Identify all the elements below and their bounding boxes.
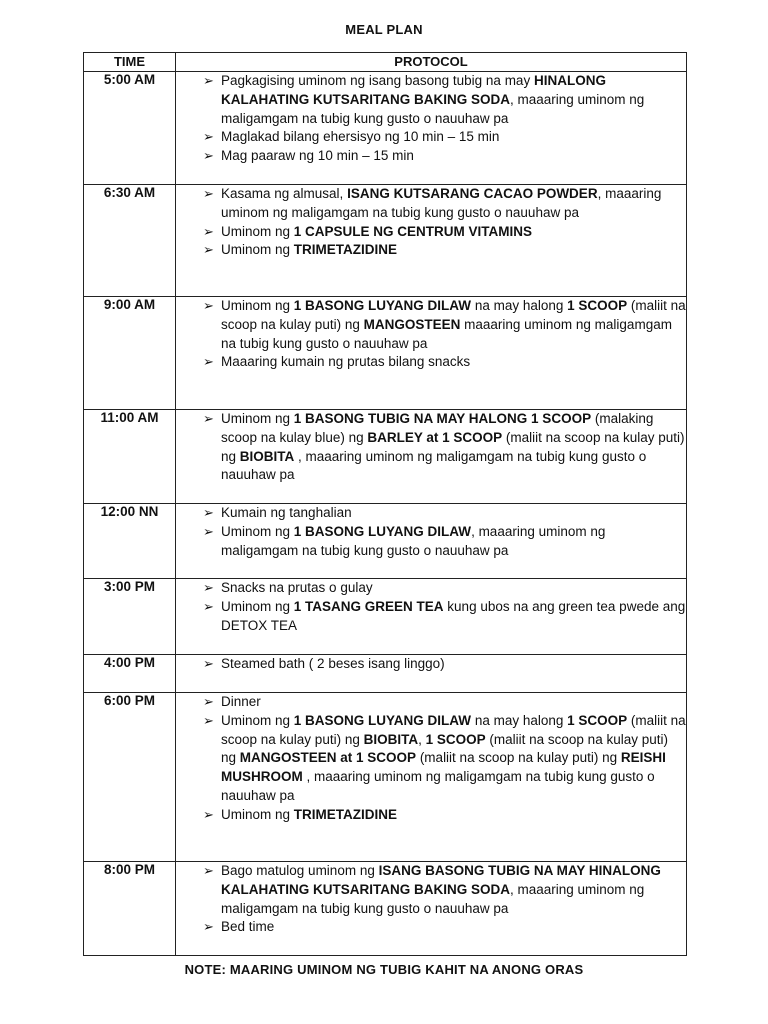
list-item	[176, 223, 686, 242]
bold-text-segment: MANGOSTEEN at 1 SCOOP	[239, 750, 417, 766]
list-item	[176, 297, 686, 353]
text-segment: Snacks na prutas o gulay	[221, 580, 373, 595]
list-item	[176, 523, 686, 561]
time-cell: 6:00 PM	[84, 693, 176, 862]
time-cell: 8:00 PM	[84, 862, 176, 956]
protocol-cell	[176, 72, 687, 185]
text-segment: Uminom ng	[221, 298, 294, 313]
arrow-bullet-icon: ➢	[203, 919, 214, 935]
protocol-list	[176, 72, 686, 166]
list-item	[176, 72, 686, 128]
text-segment: Maaaring kumain ng prutas bilang snacks	[221, 354, 471, 370]
bold-text-segment: TRIMETAZIDINE	[293, 806, 398, 822]
bold-text-segment: TRIMETAZIDINE	[293, 242, 398, 258]
bold-text-segment: 1 CAPSULE NG CENTRUM VITAMINS	[293, 223, 533, 239]
arrow-bullet-icon: ➢	[203, 186, 214, 201]
table-row	[84, 297, 687, 410]
protocol-column-header: PROTOCOL	[176, 53, 687, 72]
protocol-cell	[176, 655, 687, 693]
list-item	[176, 655, 686, 674]
bold-text-segment: MANGOSTEEN	[363, 316, 461, 332]
bold-text-segment: 1 BASONG TUBIG NA MAY HALONG 1 SCOOP	[293, 411, 592, 426]
list-item	[176, 598, 686, 636]
list-item	[176, 918, 686, 937]
text-segment: na may halong	[471, 298, 568, 313]
bold-text-segment: ISANG KUTSARANG CACAO POWDER	[347, 186, 598, 201]
protocol-list	[176, 297, 686, 372]
table-row	[84, 504, 687, 579]
text-segment: Mag paaraw ng 10 min – 15 min	[221, 148, 414, 164]
protocol-cell	[176, 297, 687, 410]
protocol-list	[176, 185, 686, 260]
time-cell: 4:00 PM	[84, 655, 176, 693]
time-cell: 12:00 NN	[84, 504, 176, 579]
arrow-bullet-icon: ➢	[203, 242, 214, 258]
arrow-bullet-icon: ➢	[203, 148, 214, 164]
text-segment: (malaking scoop na kulay blue) ng	[221, 411, 654, 445]
table-row	[84, 185, 687, 297]
text-segment: Maglakad bilang ehersisyo ng 10 min – 15 min	[221, 129, 500, 145]
bold-text-segment: BARLEY at 1 SCOOP	[367, 429, 503, 445]
text-segment: Dinner	[221, 694, 261, 709]
table-row	[84, 72, 687, 185]
arrow-bullet-icon: ➢	[203, 580, 214, 595]
text-segment: , maaaring uminom ng maligamgam na tubig kung gusto o nauuhaw pa	[221, 881, 645, 916]
page-title: MEAL PLAN	[345, 22, 423, 37]
list-item	[176, 353, 686, 372]
arrow-bullet-icon: ➢	[203, 598, 214, 614]
arrow-bullet-icon: ➢	[203, 129, 214, 145]
arrow-bullet-icon: ➢	[203, 523, 214, 539]
text-segment: , maaaring uminom ng maligamgam na tubig kung gusto o nauuhaw pa	[221, 769, 655, 803]
arrow-bullet-icon: ➢	[203, 73, 214, 88]
time-cell: 9:00 AM	[84, 297, 176, 410]
list-item	[176, 712, 686, 806]
table-row	[84, 655, 687, 693]
list-item	[176, 504, 686, 523]
list-item	[176, 410, 686, 485]
text-segment: Kasama ng almusal,	[221, 186, 348, 201]
bold-text-segment: 1 SCOOP	[567, 712, 628, 728]
table-row	[84, 410, 687, 504]
table-body	[84, 72, 687, 956]
list-item	[176, 693, 686, 712]
list-item	[176, 241, 686, 260]
bold-text-segment: BIOBITA	[363, 731, 419, 747]
text-segment: Uminom ng	[221, 223, 294, 239]
list-item	[176, 128, 686, 147]
text-segment: maaaring uminom ng maligamgam na tubig kung gusto o nauuhaw pa	[221, 316, 672, 351]
bold-text-segment: 1 BASONG LUYANG DILAW	[293, 712, 472, 728]
text-segment: (maliit na scoop na kulay puti) ng	[221, 731, 668, 766]
arrow-bullet-icon: ➢	[203, 863, 214, 878]
protocol-list	[176, 410, 686, 485]
text-segment: (maliit na scoop na kulay puti) ng	[416, 750, 621, 766]
arrow-bullet-icon: ➢	[203, 223, 214, 239]
list-item	[176, 185, 686, 223]
bold-text-segment: BIOBITA	[239, 448, 295, 464]
meal-plan-table	[83, 52, 687, 956]
arrow-bullet-icon: ➢	[203, 806, 214, 822]
protocol-cell	[176, 185, 687, 297]
bold-text-segment: ISANG BASONG TUBIG NA MAY HINALONG KALAHATING KUTSARITANG BAKING SODA	[221, 863, 661, 897]
table-row	[84, 579, 687, 655]
text-segment: (maliit na scoop na kulay puti) ng	[221, 298, 686, 332]
bold-text-segment: HINALONG KALAHATING KUTSARITANG BAKING SODA	[221, 73, 606, 107]
arrow-bullet-icon: ➢	[203, 712, 214, 728]
text-segment: (maliit na scoop na kulay puti) ng	[221, 712, 686, 747]
bold-text-segment: 1 SCOOP	[567, 298, 628, 313]
text-segment: Uminom ng	[221, 411, 294, 426]
arrow-bullet-icon: ➢	[203, 656, 214, 671]
bold-text-segment: 1 TASANG GREEN TEA	[293, 598, 444, 614]
time-cell: 3:00 PM	[84, 579, 176, 655]
bold-text-segment: 1 BASONG LUYANG DILAW	[293, 298, 472, 313]
time-cell: 5:00 AM	[84, 72, 176, 185]
arrow-bullet-icon: ➢	[203, 694, 214, 709]
text-segment: (maliit na scoop na kulay puti) ng	[221, 429, 685, 464]
bold-text-segment: 1 BASONG LUYANG DILAW	[293, 523, 472, 539]
arrow-bullet-icon: ➢	[203, 505, 214, 520]
list-item	[176, 806, 686, 825]
protocol-cell	[176, 579, 687, 655]
text-segment: Bed time	[221, 919, 275, 935]
protocol-list	[176, 579, 686, 635]
text-segment: Uminom ng	[221, 712, 294, 728]
text-segment: Kumain ng tanghalian	[221, 505, 352, 520]
text-segment: Bago matulog uminom ng	[221, 863, 379, 878]
list-item	[176, 147, 686, 166]
time-cell: 6:30 AM	[84, 185, 176, 297]
table-row	[84, 862, 687, 956]
time-column-header: TIME	[84, 53, 176, 72]
text-segment: kung ubos na ang green tea pwede ang DETOX TEA	[221, 598, 686, 633]
text-segment: , maaaring uminom ng maligamgam na tubig kung gusto o nauuhaw pa	[221, 186, 662, 220]
protocol-list	[176, 655, 686, 674]
protocol-cell	[176, 693, 687, 862]
text-segment: Uminom ng	[221, 598, 294, 614]
arrow-bullet-icon: ➢	[203, 298, 214, 313]
text-segment: Uminom ng	[221, 523, 294, 539]
text-segment: , maaaring uminom ng maligamgam na tubig kung gusto o nauuhaw pa	[221, 523, 606, 558]
protocol-cell	[176, 862, 687, 956]
protocol-cell	[176, 410, 687, 504]
list-item	[176, 579, 686, 598]
arrow-bullet-icon: ➢	[203, 411, 214, 426]
bold-text-segment: 1 SCOOP	[425, 731, 486, 747]
time-cell: 11:00 AM	[84, 410, 176, 504]
footer-note: NOTE: MAARING UMINOM NG TUBIG KAHIT NA ANONG ORAS	[184, 962, 584, 977]
text-segment: Steamed bath ( 2 beses isang linggo)	[221, 656, 445, 671]
text-segment: , maaaring uminom ng maligamgam na tubig kung gusto o nauuhaw pa	[221, 448, 647, 483]
table-row	[84, 693, 687, 862]
arrow-bullet-icon: ➢	[203, 354, 214, 370]
protocol-list	[176, 693, 686, 825]
text-segment: ,	[418, 731, 426, 747]
protocol-cell	[176, 504, 687, 579]
text-segment: Uminom ng	[221, 806, 294, 822]
protocol-list	[176, 504, 686, 560]
text-segment: Uminom ng	[221, 242, 294, 258]
text-segment: na may halong	[471, 712, 568, 728]
text-segment: Pagkagising uminom ng isang basong tubig na may	[221, 73, 534, 88]
table-header-row	[84, 53, 687, 72]
protocol-list	[176, 862, 686, 937]
list-item	[176, 862, 686, 918]
text-segment: , maaaring uminom ng maligamgam na tubig kung gusto o nauuhaw pa	[221, 91, 645, 126]
bold-text-segment: REISHI MUSHROOM	[221, 750, 666, 785]
